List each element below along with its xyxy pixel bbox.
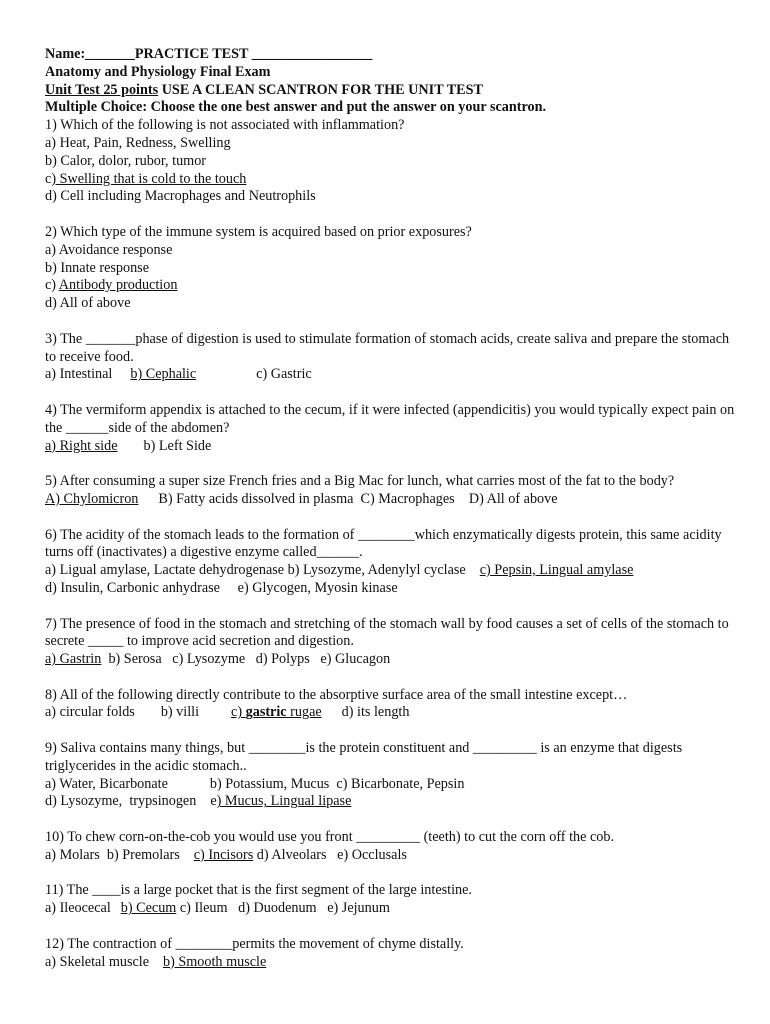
q2-stem: 2) Which type of the immune system is acquired based on prior exposures?	[45, 223, 472, 240]
q7-stem: 7) The presence of food in the stomach and stretching of the stomach wall by food causes a set of cells of the stomach to secrete _____ to improve acid secretion and digestion.	[45, 615, 729, 650]
q10-stem: 10) To chew corn-on-the-cob you would use you front _________ (teeth) to cut the corn off the cob.	[45, 829, 614, 846]
q2-option-c-prefix: c)	[45, 277, 59, 294]
q2-option-b: b) Innate response	[45, 259, 150, 276]
q3-option-a: a) Intestinal	[45, 366, 113, 383]
q1-stem: 1) Which of the following is not associated with inflammation?	[45, 117, 405, 134]
q12-options	[45, 954, 735, 972]
q8-answer-suffix: rugae	[286, 704, 322, 721]
q3-options	[45, 366, 735, 384]
name-line: Name:_______PRACTICE TEST _________________	[45, 46, 373, 62]
q4-options	[45, 438, 735, 456]
unit-test-line	[45, 82, 735, 100]
q9-option-d: d) Lysozyme, trypsinogen	[45, 793, 197, 810]
q9-options-bc: b) Potassium, Mucus c) Bicarbonate, Pepsin	[209, 775, 465, 792]
q10-options	[45, 847, 735, 865]
q5-other-options: B) Fatty acids dissolved in plasma C) Macrophages D) All of above	[158, 490, 558, 507]
q6-stem: 6) The acidity of the stomach leads to the formation of ________which enzymatically digests protein, this same acidity turns off (inactivates) a digestive enzyme called______.	[45, 526, 722, 561]
q10-options-de: d) Alveolars e) Occlusals	[253, 846, 407, 863]
q12-option-a: a) Skeletal muscle	[45, 953, 150, 970]
q6-options-abc	[45, 562, 735, 580]
unit-test-instruction: USE A CLEAN SCANTRON FOR THE UNIT TEST	[158, 81, 483, 98]
q5-answer: A) Chylomicron	[45, 490, 139, 507]
q5-options	[45, 491, 735, 509]
q3-option-c: c) Gastric	[256, 366, 312, 383]
q11-options	[45, 900, 735, 918]
q9-answer: ) Mucus, Lingual lipase	[216, 793, 352, 810]
q9-options-de	[45, 793, 735, 811]
q3-stem: 3) The _______phase of digestion is used to stimulate formation of stomach acids, create saliva and prepare the stomach to receive food.	[45, 330, 730, 365]
q1-answer: ) Swelling that is cold to the touch	[51, 170, 247, 187]
q2-option-d: d) All of above	[45, 295, 131, 312]
q6-answer: c) Pepsin, Lingual amylase	[479, 562, 634, 579]
q1-option-b: b) Calor, dolor, rubor, tumor	[45, 152, 207, 169]
q9-option-e-prefix: e	[210, 793, 217, 810]
q6-options-de: d) Insulin, Carbonic anhydrase e) Glycogen, Myosin kinase	[45, 579, 398, 596]
q12-stem: 12) The contraction of ________permits the movement of chyme distally.	[45, 935, 464, 952]
q10-answer: c) Incisors	[193, 846, 254, 863]
q4-option-b: b) Left Side	[143, 437, 212, 454]
q7-other-options: b) Serosa c) Lysozyme d) Polyps e) Glucagon	[101, 651, 391, 668]
exam-document	[45, 46, 735, 971]
q6-options-ab: a) Ligual amylase, Lactate dehydrogenase b) Lysozyme, Adenylyl cyclase	[45, 562, 466, 579]
q8-answer-prefix: c)	[231, 704, 246, 721]
q2-answer: Antibody production	[58, 277, 178, 294]
q9-option-a: a) Water, Bicarbonate	[45, 775, 168, 792]
q11-other-options: c) Ileum d) Duodenum e) Jejunum	[176, 900, 390, 917]
q1-option-d: d) Cell including Macrophages and Neutrophils	[45, 188, 316, 205]
instructions: Multiple Choice: Choose the one best answer and put the answer on your scantron.	[45, 99, 547, 116]
q11-answer: b) Cecum	[120, 900, 177, 917]
q7-options	[45, 651, 735, 669]
q8-option-d: d) its length	[341, 704, 410, 721]
q11-stem: 11) The ____is a large pocket that is the first segment of the large intestine.	[45, 882, 472, 899]
q10-options-ab: a) Molars b) Premolars	[45, 846, 180, 863]
q8-answer-bold: gastric	[245, 704, 287, 721]
q8-answer	[231, 704, 322, 720]
q1-option-c-prefix: c	[45, 170, 52, 187]
q7-answer: a) Gastrin	[45, 651, 102, 668]
q8-option-a: a) circular folds	[45, 704, 135, 721]
q8-options	[45, 704, 735, 722]
q12-answer: b) Smooth muscle	[163, 953, 267, 970]
q2-option-a: a) Avoidance response	[45, 241, 173, 258]
q8-option-b: b) villi	[160, 704, 200, 721]
q8-stem: 8) All of the following directly contribute to the absorptive surface area of the small intestine except…	[45, 686, 628, 703]
q1-option-a: a) Heat, Pain, Redness, Swelling	[45, 134, 231, 151]
q9-options-abc	[45, 776, 735, 794]
q4-stem: 4) The vermiform appendix is attached to the cecum, if it were infected (appendicitis) you would typically expect pain on the ______side of the abdomen?	[45, 401, 735, 436]
unit-test-label: Unit Test 25 points	[45, 81, 159, 98]
q2-option-c	[45, 277, 735, 295]
q4-answer: a) Right side	[45, 437, 118, 454]
exam-title: Anatomy and Physiology Final Exam	[45, 63, 271, 80]
q11-option-a: a) Ileocecal	[45, 900, 111, 917]
q3-answer: b) Cephalic	[130, 366, 197, 383]
q5-stem: 5) After consuming a super size French fries and a Big Mac for lunch, what carries most of the fat to the body?	[45, 473, 675, 490]
q9-stem: 9) Saliva contains many things, but ________is the protein constituent and _________ is an enzyme that digests triglycerides in the acidic stomach..	[45, 740, 683, 774]
q1-option-c	[45, 171, 735, 189]
